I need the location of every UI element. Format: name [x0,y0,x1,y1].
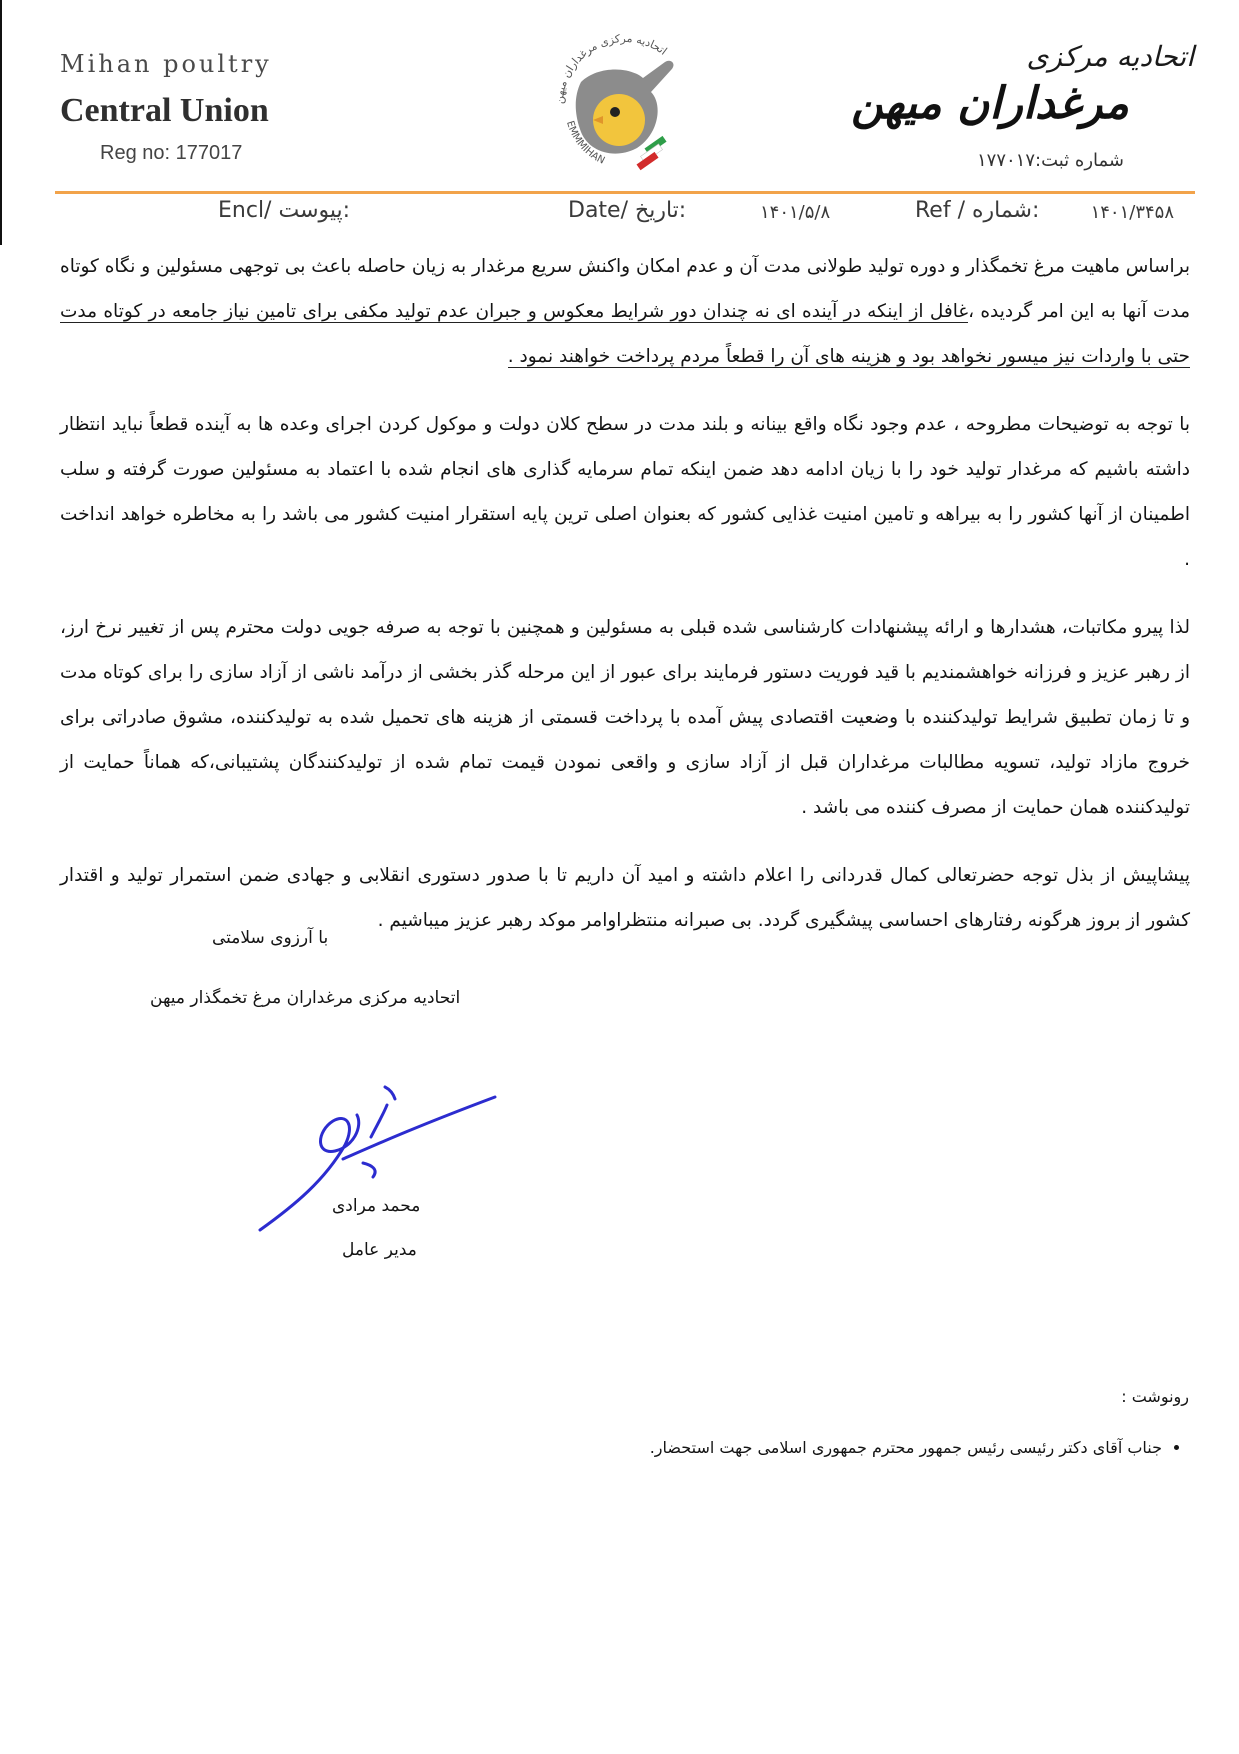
letter-body [60,244,1190,966]
ref-label: Ref / شماره: [915,198,1040,223]
paragraph-1-underlined: غافل از اینکه در آینده ای نه چندان دور شرایط معکوس و جبران عدم تولید مکفی برای تامین نیاز جامعه در کوتاه مدت حتی با واردات نیز میسور نخواهد بود و هزینه های آن را قطعاً مردم پرداخت خواهند نمود . [60,301,1190,367]
closing-greeting: با آرزوی سلامتی [212,928,329,948]
paragraph-1 [60,244,1190,379]
cc-item: • جناب آقای دکتر رئیسی رئیس جمهور محترم جمهوری اسلامی جهت استحضار. [650,1438,1162,1457]
paragraph-2: با توجه به توضیحات مطروحه ، عدم وجود نگاه واقع بینانه و بلند مدت در سطح کلان دولت و موکول کردن اجرای وعده ها به آینده قطعاً نباید انتظار داشته باشیم که مرغدار تولید خود را با زیان ادامه دهد ضمن اینکه تمام سرمایه گذاری های انجام شده با اعتماد به مسئولین صورت گرفته و سلب اطمینان از آنها کشور را به بیراهه و تامین امنیت غذایی کشور که بعنوان اصلی ترین پایه استقرار امنیت کشور می باشد را به مخاطره خواهد انداخت . [60,414,1190,570]
header-divider [55,191,1195,194]
date-value: ۱۴۰۱/۵/۸ [760,202,831,223]
paragraph-1-text: براساس ماهیت مرغ تخمگذار و دوره تولید طولانی مدت آن و عدم امکان واکنش سریع مرغدار به زیان حاصله باعث بی توجهی مسئولین و نگاه کوتاه مدت آنها به این امر گردیده ، [60,256,1190,322]
cc-list [650,1438,1184,1457]
enclosure-label: Encl/ پیوست: [218,198,351,223]
persian-union-line2: مرغداران میهن [851,78,1129,129]
cc-label: رونوشت : [1121,1387,1189,1406]
logo-en-arc-text: EMMMIHAN [564,119,607,167]
paragraph-3: لذا پیرو مکاتبات، هشدارها و ارائه پیشنهادات کارشناسی شده قبلی به مسئولین و همچنین با توجه به صرفه جویی دولت محترم پس از تغییر نرخ ارز، از رهبر عزیز و فرزانه خواهشمندیم با قید فوریت دستور فرمایند برای عبور از این مرحله گذر بخشی از درآمد ناشی از آزاد سازی را برای کوتاه مدت و تا زمان تطبیق شرایط تولیدکننده با وضعیت اقتصادی پیش آمده با پرداخت قسمتی از هزینه های تحمیل شده به تولیدکننده، مشوق صادراتی برای خروج مازاد تولید، تسویه مطالبات مرغداران قبل از آزاد سازی و واقعی نمودن قیمت تمام شده از تولیدکنندگان پشتیبانی،که هماناً حمایت از تولیدکننده همان حمایت از مصرف کننده می باشد . [60,617,1190,818]
date-label: Date/ تاریخ: [568,198,687,223]
paragraph-4: پیشاپیش از بذل توجه حضرتعالی کمال قدردانی را اعلام داشته و امید آن داریم تا با صدور دستوری انقلابی و جهادی ضمن استمرار تولید و اقتدار کشور از بروز هرگونه رفتارهای احساسی پیشگیری گردد. بی صبرانه منتظراوامر موکد رهبر عزیز میباشیم . [60,865,1190,931]
union-logo [545,22,705,187]
signer-name: محمد مرادی [332,1196,421,1216]
english-union-title: Central Union [60,92,269,129]
scan-edge-line [0,0,2,245]
persian-reg-number: شماره ثبت:۱۷۷۰۱۷ [976,150,1124,171]
signer-title: مدیر عامل [342,1240,417,1260]
ref-value: ۱۴۰۱/۳۴۵۸ [1090,202,1174,223]
english-org-name: Mihan poultry [60,50,272,78]
logo-arc-text: اتحادیه مرکزی مرغداران میهن [552,31,670,105]
english-reg-number: Reg no: 177017 [100,142,243,164]
closing-organization: اتحادیه مرکزی مرغداران مرغ تخمگذار میهن [150,988,461,1008]
persian-union-line1: اتحادیه مرکزی [1026,40,1194,73]
